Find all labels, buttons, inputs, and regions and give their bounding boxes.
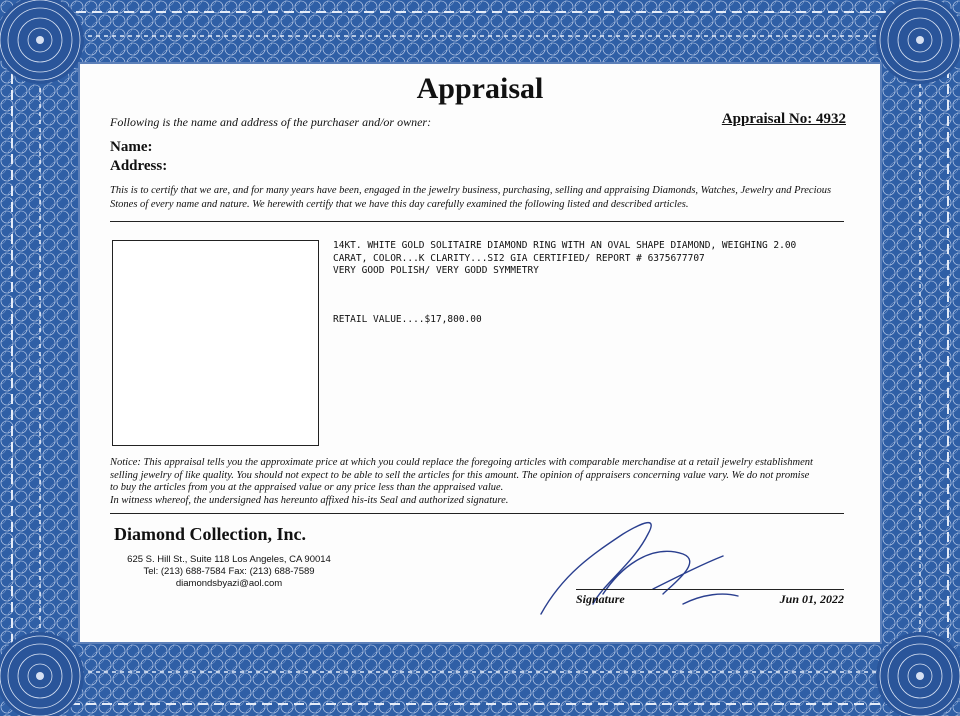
item-description: 14KT. WHITE GOLD SOLITAIRE DIAMOND RING WITH AN OVAL SHAPE DIAMOND, WEIGHING 2.00 CARAT, COLOR...K CLARITY...SI2 GIA CERTIFIED/ REPORT # 6375677707 VERY GOOD POLISH/ VERY GODD SYMMETRY <box>333 240 797 276</box>
company-address: 625 S. Hill St., Suite 118 Los Angeles, CA 90014 <box>127 554 331 565</box>
address-label: Address: <box>110 158 168 174</box>
signature-label: Signature <box>576 592 625 606</box>
name-label: Name: <box>110 139 153 155</box>
divider-top <box>110 221 844 222</box>
company-name: Diamond Collection, Inc. <box>114 524 307 544</box>
appraisal-number: Appraisal No: 4932 <box>721 111 846 127</box>
item-photo-box <box>112 240 319 446</box>
purchaser-intro: Following is the name and address of the purchaser and/or owner: <box>110 115 432 129</box>
handwritten-signature <box>533 494 773 624</box>
notice-paragraph: Notice: This appraisal tells you the approximate price at which you could replace the foregoing articles with comparable merchandise at a retail jewelry establishment selling jewelry of like quality. You should not expect to be able to sell the articles for this amount. The opinion of appraisers concerning value vary. We do not promise to buy the articles from you at the appraised value or any price less than the appraised value. <box>110 457 813 494</box>
witness-statement: In witness whereof, the undersigned has hereunto affixed his-its Seal and authorized signature. <box>110 494 509 506</box>
signature-line <box>576 589 844 590</box>
company-contact <box>114 554 344 590</box>
appraisal-date: Jun 01, 2022 <box>779 592 844 606</box>
certification-statement: This is to certify that we are, and for many years have been, engaged in the jewelry business, purchasing, selling and appraising Diamonds, Watches, Jewelry and Precious Stones of every name and nature. We herewith certify that we have this day carefully examined the following listed and described articles. <box>110 185 832 210</box>
company-email: diamondsbyazi@aol.com <box>175 578 283 589</box>
company-phone: Tel: (213) 688-7584 Fax: (213) 688-7589 <box>143 566 315 577</box>
document-title: Appraisal <box>416 72 544 105</box>
certificate-body <box>78 62 882 644</box>
retail-value: RETAIL VALUE....$17,800.00 <box>333 314 482 325</box>
